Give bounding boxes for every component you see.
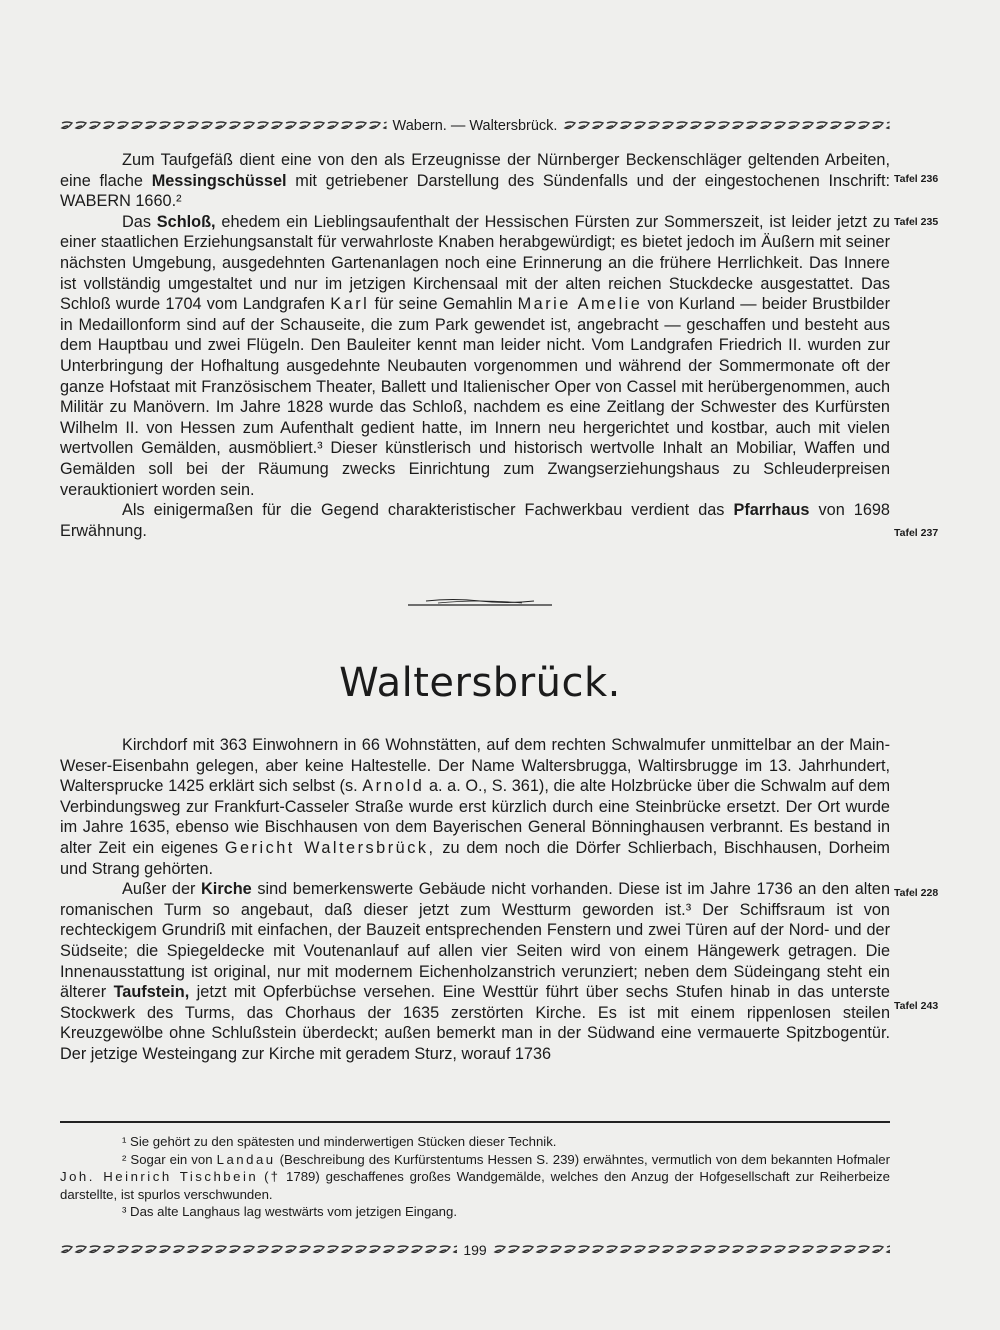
footnote-3: ³ Das alte Langhaus lag westwärts vom jetzigen Eingang. (122, 1204, 457, 1219)
ornament-band-footer-right (493, 1245, 890, 1255)
margin-note-tafel-236: Tafel 236 (894, 173, 939, 185)
ornament-band-footer-left (60, 1245, 457, 1255)
paragraph-taufgefaess: Zum Taufgefäß dient eine von den als Erzeugnisse der Nürnberger Beckenschläger geltenden Arbeiten, eine flache Messingschüssel mit getriebener Darstellung des Sündenfalls und der eingestochenen Inschrift: WABERN 1660.² (60, 151, 890, 211)
section-title: Waltersbrück. (339, 660, 621, 706)
margin-note-tafel-228: Tafel 228 (894, 887, 939, 899)
footnotes (60, 1133, 890, 1221)
paragraph-kirchdorf: Kirchdorf mit 363 Einwohnern in 66 Wohnstätten, auf dem rechten Schwalmufer unmittelbar an der Main-Weser-Eisenbahn gelegen, aber keine Haltestelle. Der Name Waltersbrugga, Waltirsbrugge im 13. Jahrhundert, Waltersprucke 1425 erklärt sich selbst (s. Arnold a. a. O., S. 361), die alte Holzbrücke über die Schwalm auf dem Verbindungsweg zur Frankfurt-Casseler Straße wurde erst kürzlich durch eine Steinbrücke ersetzt. Der Ort wurde im Jahre 1635, ebenso wie Bischhausen von dem Bayerischen General Bönninghausen verbrannt. Es bestand in alter Zeit ein eigenes Gericht Waltersbrück, zu dem noch die Dörfer Schlierbach, Bischhausen, Dorheim und Strang gehörten. (60, 736, 891, 878)
section-waltersbrueck-text (60, 735, 890, 1065)
page-footer (60, 1241, 890, 1259)
margin-note-tafel-235: Tafel 235 (894, 216, 939, 228)
page-number: 199 (463, 1242, 487, 1258)
paragraph-schloss: Das Schloß, ehedem ein Lieblingsaufenthalt der Hessischen Fürsten zur Sommerszeit, ist leider jetzt zu einer staatlichen Erziehungsanstalt für verwahrloste Knaben herabgewürdigt; es bietet jedoch im Äußern mit seiner nächsten Umgebung, ausgedehnten Gartenanlagen noch eine Erinnerung an die frühere Herrlichkeit. Das Innere ist vollständig umgestaltet und nur im jetzigen Kirchensaal mit der alten reichen Stuckdecke ausgestattet. Das Schloß wurde 1704 vom Landgrafen Karl für seine Gemahlin Marie Amelie von Kurland — beider Brustbilder in Medaillonform sind auf der Schauseite, die zum Park gewendet ist, angebracht — geschaffen und besteht aus dem Hauptbau und zwei Flügeln. Den Bauleiter kennt man leider nicht. Vom Landgrafen Friedrich II. wurden zur Unterbringung der Hofhaltung ausgedehnte Neubauten vorgenommen und während der Sommermonate oft der ganze Hofstaat mit Französischem Theater, Ballett und Italienischer Oper von Cassel mit herübergenommen, auch Militär zu Manövern. Im Jahre 1828 wurde das Schloß, nachdem es eine Zeitlang der Schwester des Kurfürsten Wilhelm II. von Hessen zum Aufenthalt gedient hatte, im Innern neu hergerichtet und kostbar, auch mit vielen wertvollen Gemälden, ausmöbliert.³ Dieser künstlerisch und historisch wertvolle Inhalt an Mobiliar, Waffen und Gemälden soll bei der Räumung zwecks Einrichtung zum Zwangserziehungshaus zu Schleuderpreisen verauktioniert worden sein. (60, 212, 890, 499)
section-wabern-text (60, 150, 890, 541)
ornament-band-left (60, 121, 387, 131)
section-divider (408, 597, 552, 609)
footnote-rule (60, 1121, 890, 1123)
paragraph-kirche: Außer der Kirche sind bemerkenswerte Gebäude nicht vorhanden. Diese ist im Jahre 1736 an den alten romanischen Turm so angebaut, daß dieser jetzt zum Westturm geworden ist.³ Der Schiffsraum ist von rechteckigem Grundriß mit einfachen, der Bauzeit entsprechenden Fenstern und zwei Türen auf der Nord- und der Südseite; die Spiegeldecke mit Voutenanlauf auf allen vier Seiten wird von einem Hängewerk getragen. Die Innenausstattung ist original, nur mit modernem Eichenholzanstrich verunziert; neben dem Südeingang steht ein älterer Taufstein, jetzt mit Opferbüchse versehen. Eine Westtür führt über sechs Stufen hinab in das unterste Stockwerk des Turms, das Chorhaus der 1635 zerstörten Kirche. Es ist mit einem rippenlosen steilen Kreuzgewölbe ohne Schlußstein überdeckt; außen bemerkt man in der Südwand eine vermauerte Spitzbogentür. Der jetzige Westeingang zur Kirche mit geradem Sturz, worauf 1736 (60, 880, 890, 1063)
margin-note-tafel-243: Tafel 243 (894, 1000, 939, 1012)
footnote-2: ² Sogar ein von Landau (Beschreibung des Kurfürstentums Hessen S. 239) erwähntes, vermutlich von dem bekannten Hofmaler Joh. Heinrich Tischbein († 1789) geschaffenes großes Wandgemälde, welches den Anzug der Hofgesellschaft zur Reiherbeize darstellte, ist spurlos verschwunden. (60, 1151, 890, 1202)
running-head (60, 116, 890, 136)
footnote-1: ¹ Sie gehört zu den spätesten und minderwertigen Stücken dieser Technik. (122, 1134, 557, 1149)
paragraph-pfarrhaus: Als einigermaßen für die Gegend charakteristischer Fachwerkbau verdient das Pfarrhaus von 1698 Erwähnung. (60, 501, 890, 540)
margin-note-tafel-237: Tafel 237 (894, 527, 939, 539)
ornament-band-right (563, 121, 890, 131)
running-title: Wabern. — Waltersbrück. (392, 118, 558, 134)
